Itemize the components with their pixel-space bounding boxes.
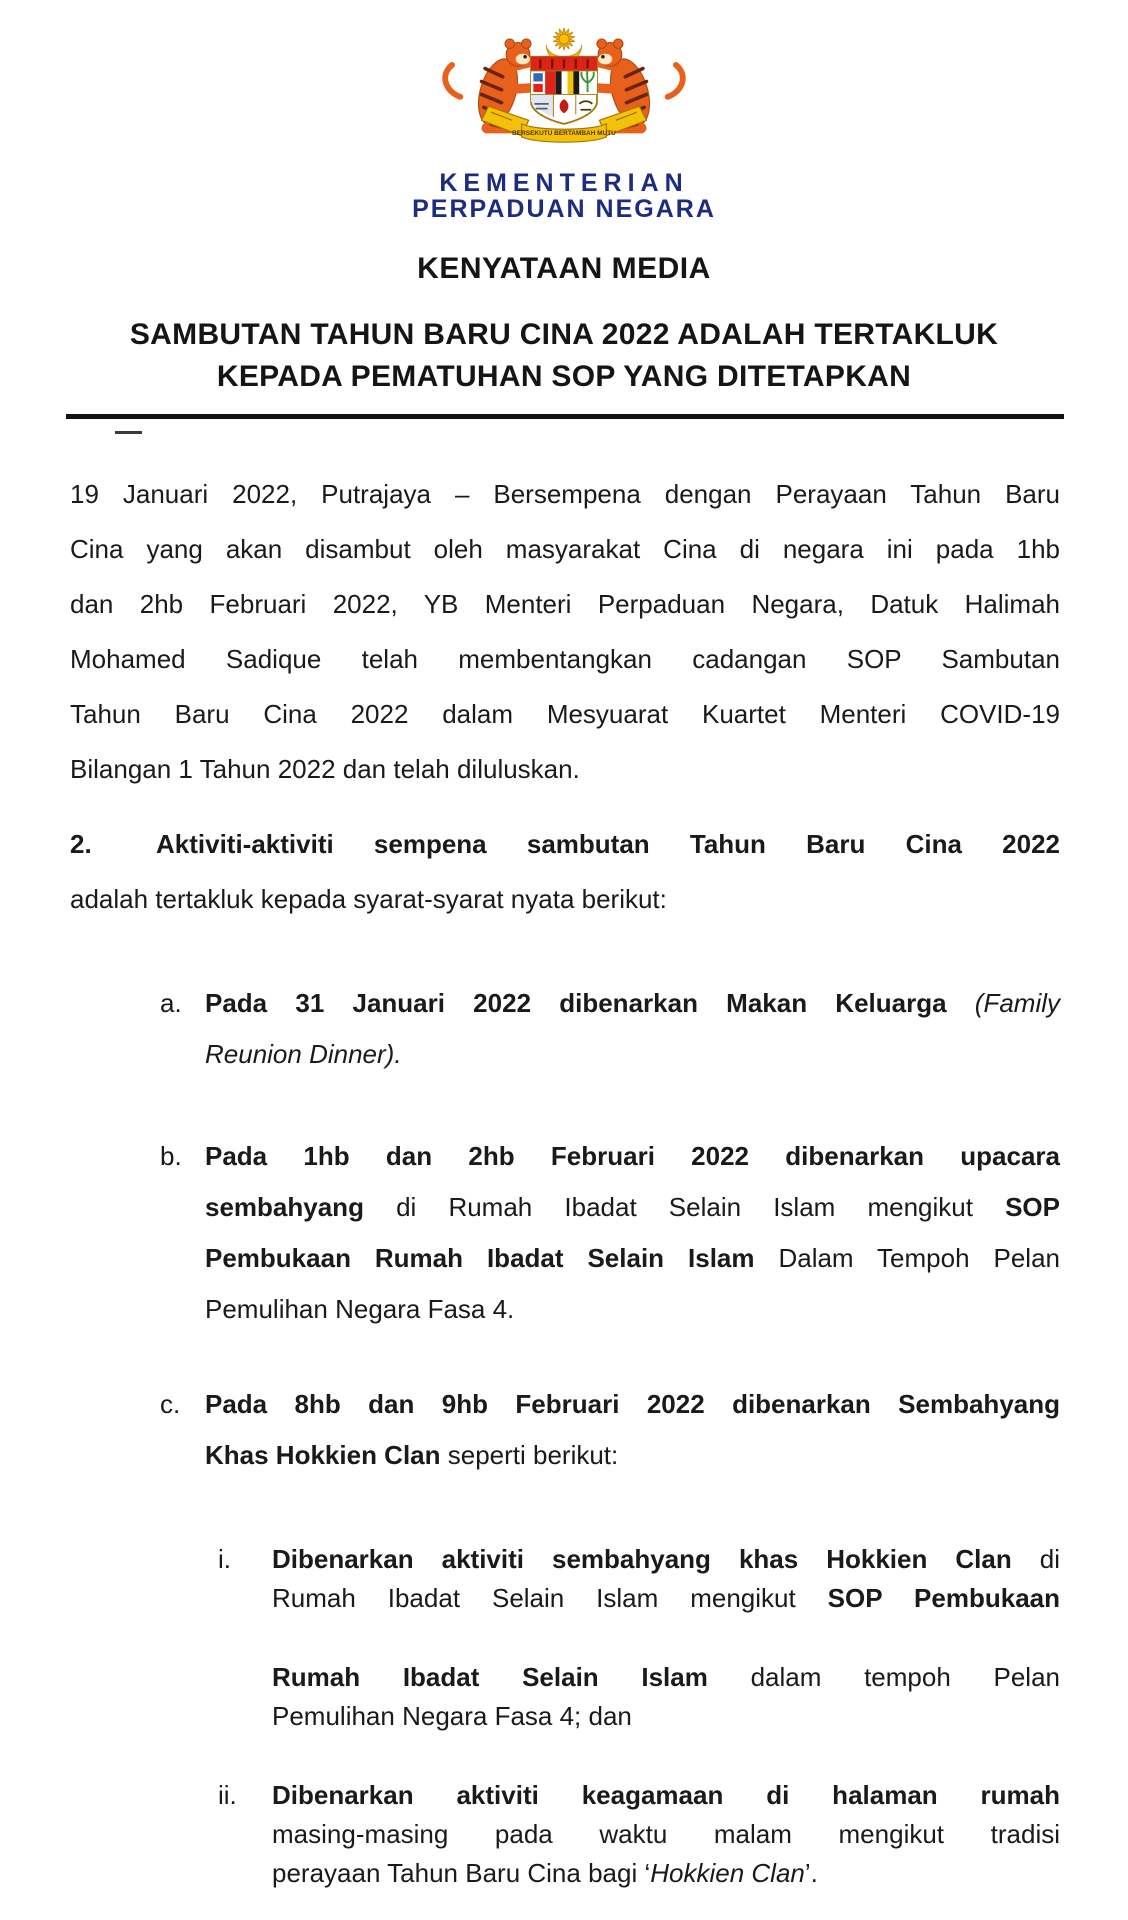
intro-paragraph-line-1 (70, 467, 1060, 522)
jata-negara-logo (399, 26, 729, 144)
text-run: Pada 1hb dan 2hb Februari 2022 dibenarkan upacara (205, 1141, 1060, 1171)
text-run: (Family (974, 988, 1060, 1018)
text-run: dalam tempoh Pelan (750, 1662, 1060, 1692)
text-run: Dibenarkan aktiviti keagamaan di halaman rumah (272, 1780, 1060, 1810)
text-run: Dalam Tempoh Pelan (778, 1243, 1061, 1273)
text-run: SOP Pembukaan (827, 1583, 1060, 1613)
item-b-marker: b. (160, 1141, 182, 1171)
crest-star (553, 28, 576, 50)
item-i-part2-text (272, 1658, 1060, 1736)
item-a-marker: a. (160, 988, 182, 1018)
item-b-line-1 (205, 1131, 1060, 1182)
text-run: sembahyang (205, 1192, 397, 1222)
clause-2-line-2 (70, 872, 1060, 927)
item-i-part1-line-1 (272, 1540, 1060, 1579)
item-c (160, 1379, 1060, 1481)
text-run: Pembukaan Rumah Ibadat Selain Islam (205, 1243, 779, 1273)
clause-2 (70, 817, 1060, 927)
document-title (0, 314, 1128, 398)
text-run: Pemulihan Negara Fasa 4; dan (272, 1701, 632, 1731)
ministry-name-line2: PERPADUAN NEGARA (412, 195, 716, 223)
intro-paragraph-line-6 (70, 742, 1060, 797)
text-run: 19 Januari 2022, Putrajaya – Bersempena dengan Perayaan Tahun Baru (70, 479, 1060, 509)
clause-2-line-1 (70, 817, 1060, 872)
text-run: adalah tertakluk kepada syarat-syarat nyata berikut: (70, 884, 667, 914)
text-run: 2. (70, 829, 92, 859)
intro-paragraph-line-5 (70, 687, 1060, 742)
text-run: Pada 31 Januari 2022 dibenarkan Makan Keluarga (205, 988, 975, 1018)
text-run: Khas Hokkien Clan (205, 1440, 448, 1470)
text-run: Rumah Ibadat Selain Islam (272, 1662, 751, 1692)
text-run: Reunion Dinner). (205, 1039, 402, 1069)
text-run: di Rumah Ibadat Selain Islam mengikut (396, 1192, 1006, 1222)
text-run: Cina yang akan disambut oleh masyarakat Cina di negara ini pada 1hb (70, 534, 1060, 564)
text-run: ’. (804, 1858, 818, 1888)
item-i-part1 (218, 1540, 1060, 1618)
item-ii-text (272, 1776, 1060, 1893)
item-ii (218, 1776, 1060, 1893)
header-rule (66, 414, 1064, 419)
item-i-part2-line-1 (272, 1658, 1060, 1697)
document-title-line2: KEPADA PEMATUHAN SOP YANG DITETAPKAN (216, 360, 912, 393)
document-type-heading: KENYATAAN MEDIA (417, 252, 711, 285)
item-i-part1-text (272, 1540, 1060, 1618)
intro-paragraph (70, 467, 1060, 797)
text-run: Mohamed Sadique telah membentangkan cadangan SOP Sambutan (70, 644, 1060, 674)
text-run: perayaan Tahun Baru Cina bagi ‘ (272, 1858, 651, 1888)
item-ii-line-3 (272, 1854, 1060, 1893)
item-b (160, 1131, 1060, 1335)
item-i-part1-marker: i. (218, 1544, 231, 1574)
intro-paragraph-line-3 (70, 577, 1060, 632)
text-run: seperti berikut: (447, 1440, 619, 1470)
text-run: SOP (1005, 1192, 1060, 1222)
text-run: dan 2hb Februari 2022, YB Menteri Perpaduan Negara, Datuk Halimah (70, 589, 1060, 619)
item-c-text (205, 1379, 1060, 1481)
document-body (0, 467, 1128, 1893)
item-i-part2-line-2 (272, 1697, 1060, 1736)
text-run: Pada 8hb dan 9hb Februari 2022 dibenarkan Sembahyang (205, 1389, 1060, 1419)
item-b-line-2 (205, 1182, 1060, 1233)
item-a-text (205, 978, 1060, 1080)
text-run: Aktiviti-aktiviti sempena sambutan Tahun Baru Cina 2022 (156, 829, 1060, 859)
text-run: di (1039, 1544, 1060, 1574)
item-c-marker: c. (160, 1389, 181, 1419)
item-a (160, 978, 1060, 1080)
item-b-text (205, 1131, 1060, 1335)
text-run: Hokkien Clan (650, 1858, 805, 1888)
separator-dash (115, 431, 142, 434)
item-i-part1-line-2 (272, 1579, 1060, 1618)
text-run: Rumah Ibadat Selain Islam mengikut (272, 1583, 828, 1613)
item-c-line-1 (205, 1379, 1060, 1430)
text-run: Pemulihan Negara Fasa 4. (205, 1294, 515, 1324)
item-ii-marker: ii. (218, 1780, 237, 1810)
text-run: Tahun Baru Cina 2022 dalam Mesyuarat Kuartet Menteri COVID-19 (70, 699, 1060, 729)
item-b-line-4 (205, 1284, 1060, 1335)
crest-motto: BERSEKUTU BERTAMBAH MUTU (512, 130, 616, 138)
crest-shield (531, 57, 597, 124)
intro-paragraph-line-4 (70, 632, 1060, 687)
document-title-line1: SAMBUTAN TAHUN BARU CINA 2022 ADALAH TERTAKLUK (129, 318, 999, 351)
text-run: masing-masing pada waktu malam mengikut tradisi (272, 1819, 1060, 1849)
document-header (0, 0, 1128, 398)
item-c-line-2 (205, 1430, 1060, 1481)
item-a-line-1 (205, 978, 1060, 1029)
intro-paragraph-line-2 (70, 522, 1060, 577)
text-run: Bilangan 1 Tahun 2022 dan telah diluluskan. (70, 754, 580, 784)
item-i-part2 (218, 1658, 1060, 1736)
item-a-line-2 (205, 1029, 1060, 1080)
ministry-name-line1: KEMENTERIAN (439, 169, 689, 197)
item-b-line-3 (205, 1233, 1060, 1284)
item-ii-line-2 (272, 1815, 1060, 1854)
item-ii-line-1 (272, 1776, 1060, 1815)
text-run: Dibenarkan aktiviti sembahyang khas Hokkien Clan (272, 1544, 1040, 1574)
